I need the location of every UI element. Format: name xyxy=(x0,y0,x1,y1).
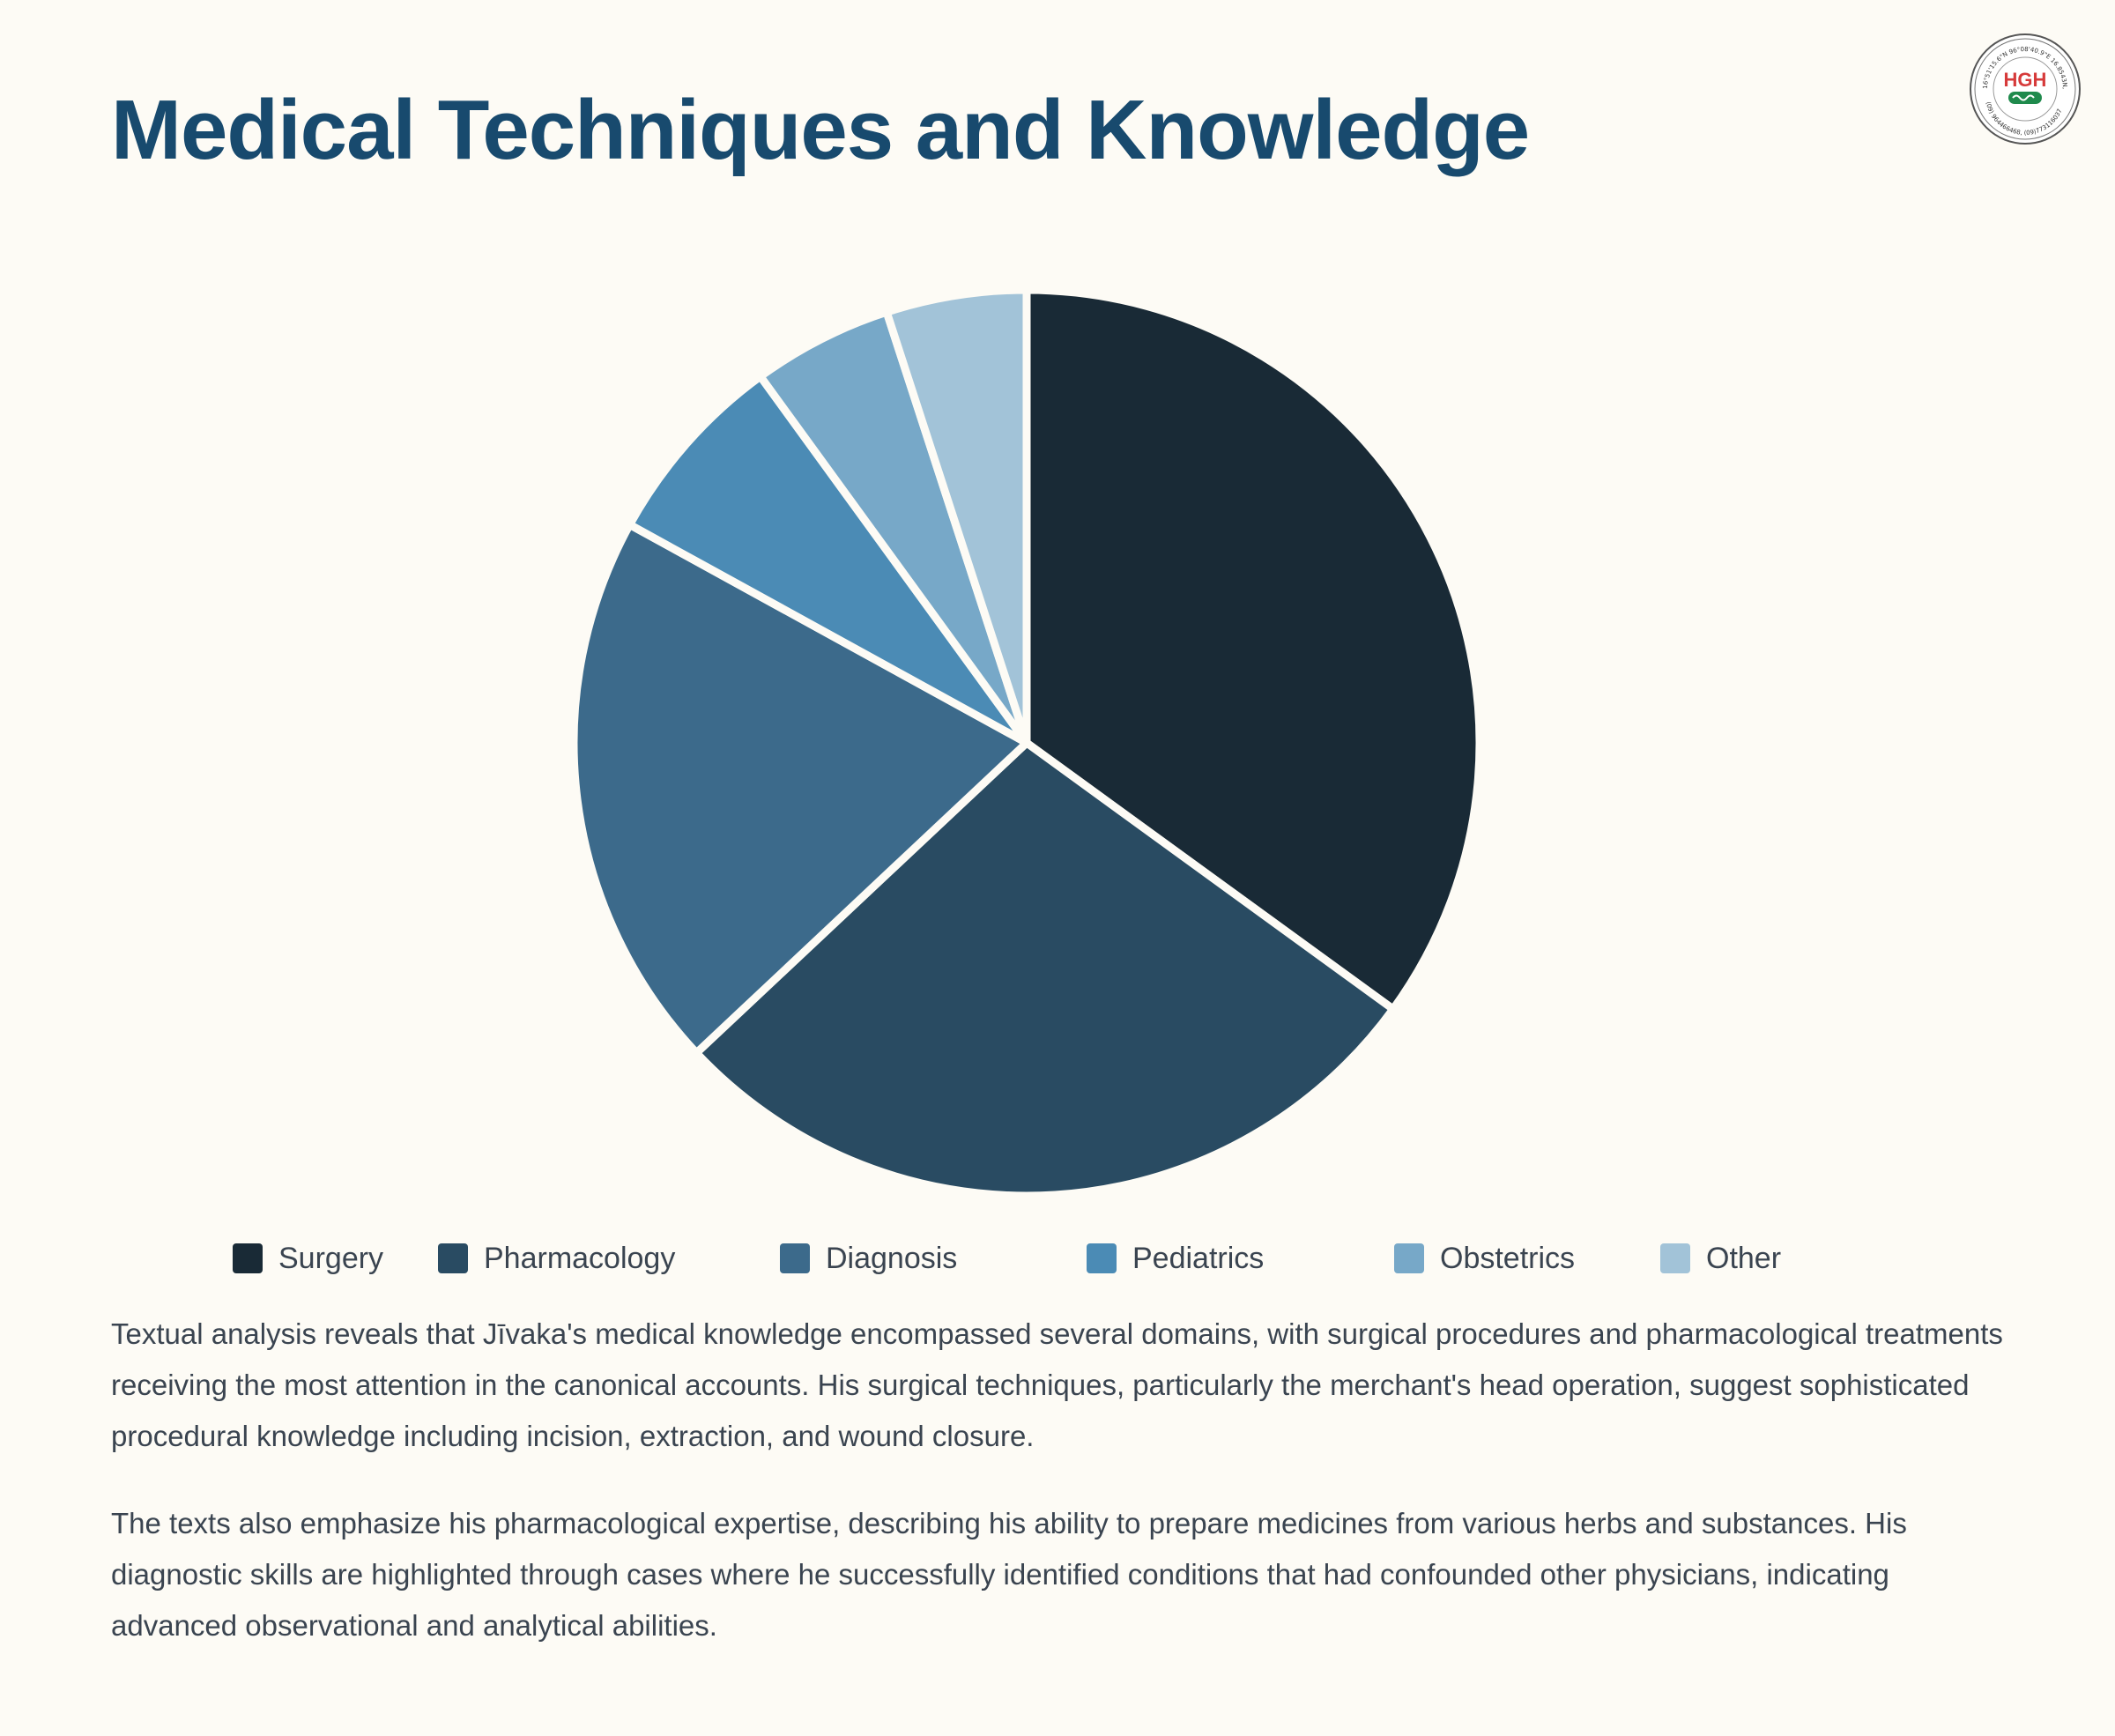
logo-brand-letters: HGH xyxy=(2003,69,2047,91)
legend-swatch xyxy=(780,1243,810,1273)
logo-ring-text: 16°51'15.6"N 96°08'40.9"E 16.8543N, xyxy=(1981,45,2069,90)
legend-swatch xyxy=(233,1243,263,1273)
paragraph-2: The texts also emphasize his pharmacological expertise, describing his ability to prepare medicines from various herbs and substances. His diagnostic skills are highlighted through cases where he successfully identified conditions that had confounded other physicians, indicating advanced observational and analytical abilities. xyxy=(111,1507,1907,1642)
pie-slices xyxy=(574,290,1480,1196)
legend-label: Diagnosis xyxy=(826,1241,958,1275)
legend-swatch xyxy=(1087,1243,1117,1273)
legend-item-obstetrics xyxy=(1394,1239,1575,1278)
legend-label: Obstetrics xyxy=(1440,1241,1576,1275)
paragraph-1: Textual analysis reveals that Jīvaka's medical knowledge encompassed several domains, with surgical procedures and pharmacological treatments receiving the most attention in the canonical accounts. His surgical techniques, particularly the merchant's head operation, suggest sophisticated procedural knowledge including incision, extraction, and wound closure. xyxy=(111,1317,2003,1452)
chart-legend xyxy=(0,1239,2115,1278)
legend-item-pediatrics xyxy=(1087,1239,1264,1278)
legend-label: Pediatrics xyxy=(1132,1241,1265,1275)
legend-item-pharmacology xyxy=(438,1239,675,1278)
legend-item-other xyxy=(1660,1239,1781,1278)
logo-bottom-text: (09) 964466468, (09)773116037 xyxy=(1984,100,2064,137)
legend-label: Other xyxy=(1706,1241,1782,1275)
legend-label: Pharmacology xyxy=(484,1241,676,1275)
legend-item-surgery xyxy=(233,1239,383,1278)
legend-swatch xyxy=(1394,1243,1424,1273)
legend-swatch xyxy=(438,1243,468,1273)
legend-label: Surgery xyxy=(278,1241,384,1275)
legend-swatch xyxy=(1660,1243,1690,1273)
page-title: Medical Techniques and Knowledge xyxy=(111,83,1530,177)
legend-item-diagnosis xyxy=(780,1239,957,1278)
